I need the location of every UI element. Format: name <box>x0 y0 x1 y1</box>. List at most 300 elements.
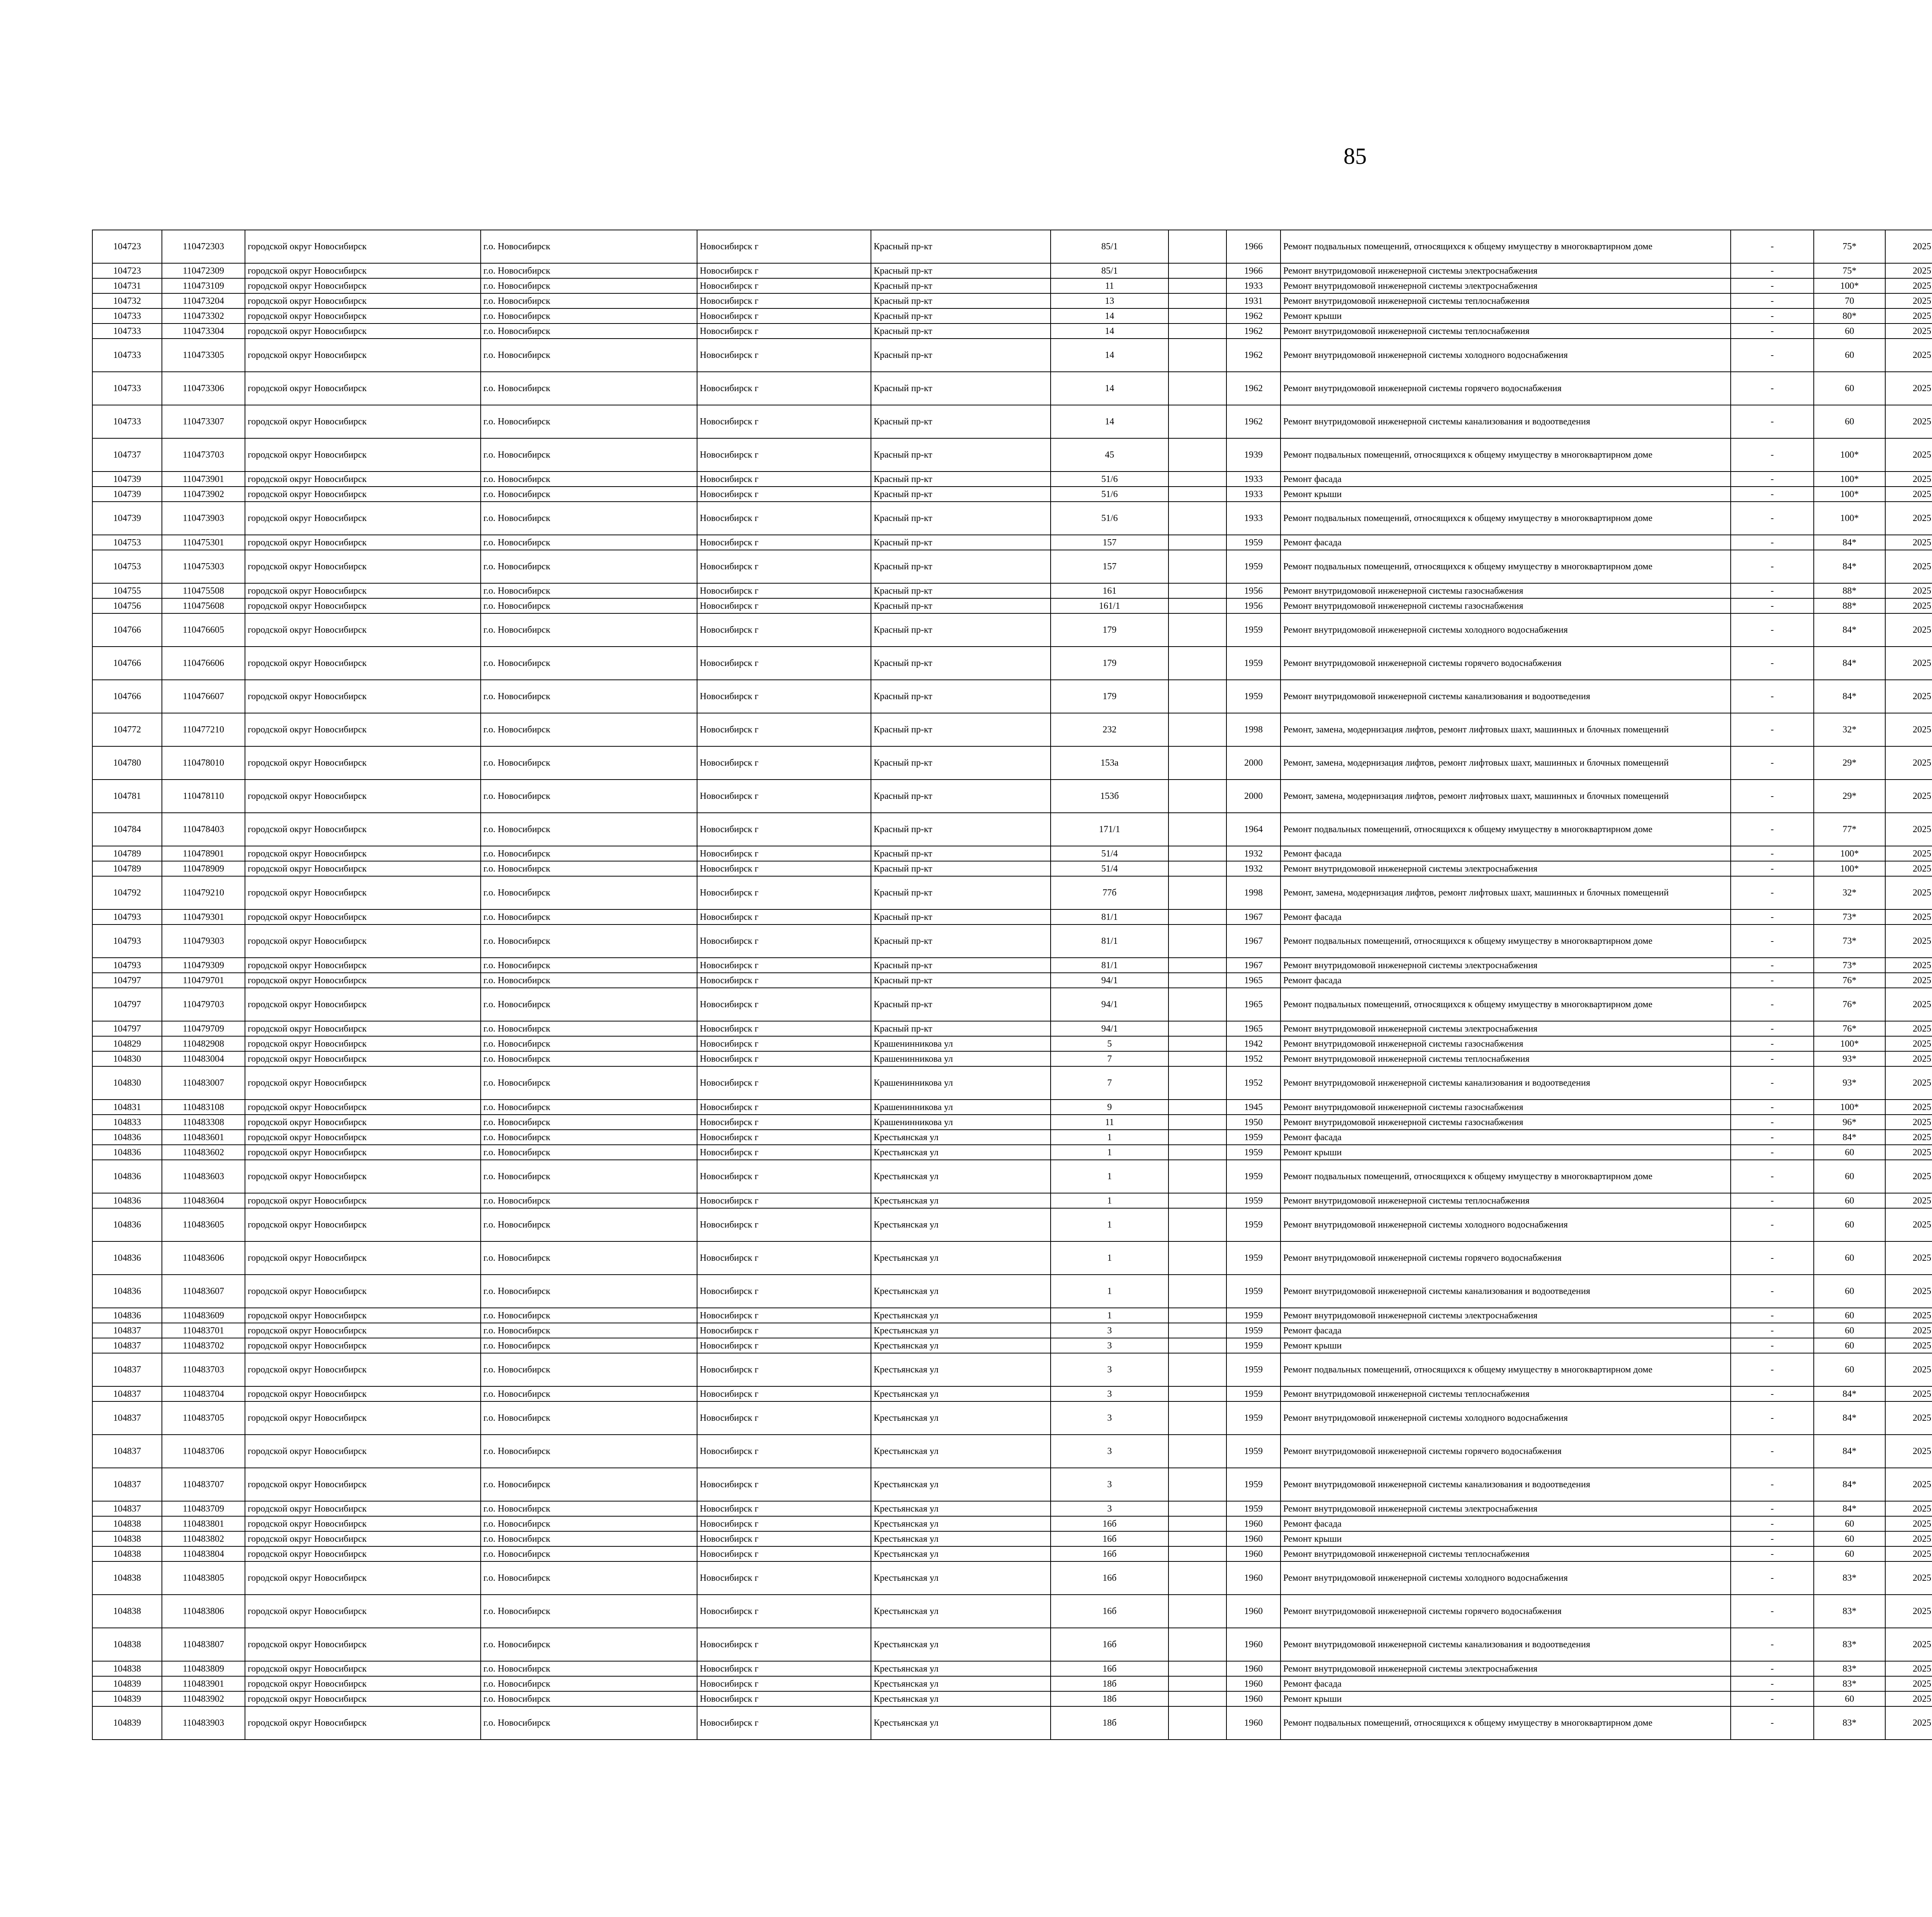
table-row <box>92 1323 1932 1338</box>
cell-id: 104733 <box>92 405 162 438</box>
cell-municipality: г.о. Новосибирск <box>481 1468 697 1501</box>
cell-id: 104733 <box>92 308 162 323</box>
cell-letter <box>1168 583 1226 598</box>
cell-work-type: Ремонт крыши <box>1281 1338 1731 1353</box>
table-body <box>92 230 1932 1740</box>
cell-built-year: 1932 <box>1226 846 1281 861</box>
cell-id: 104753 <box>92 550 162 583</box>
cell-municipality: г.о. Новосибирск <box>481 1308 697 1323</box>
cell-dash: - <box>1731 746 1814 780</box>
cell-locality: Новосибирск г <box>697 1676 871 1691</box>
cell-code: 110483108 <box>162 1100 245 1115</box>
table-row <box>92 598 1932 613</box>
cell-letter <box>1168 1516 1226 1531</box>
cell-municipality: г.о. Новосибирск <box>481 535 697 550</box>
cell-code: 110473307 <box>162 405 245 438</box>
cell-dash: - <box>1731 1706 1814 1740</box>
cell-built-year: 1960 <box>1226 1546 1281 1561</box>
cell-code: 110478403 <box>162 813 245 846</box>
cell-house: 161 <box>1051 583 1168 598</box>
cell-municipality: г.о. Новосибирск <box>481 973 697 988</box>
cell-dash: - <box>1731 1546 1814 1561</box>
cell-plan-year-from: 2025 <box>1885 1386 1932 1401</box>
cell-built-year: 1960 <box>1226 1676 1281 1691</box>
cell-house: 16б <box>1051 1531 1168 1546</box>
cell-locality: Новосибирск г <box>697 713 871 746</box>
cell-wear: 84* <box>1814 647 1885 680</box>
cell-district: городской округ Новосибирск <box>245 308 481 323</box>
cell-dash: - <box>1731 487 1814 502</box>
cell-dash: - <box>1731 1338 1814 1353</box>
table-row <box>92 1531 1932 1546</box>
cell-code: 110473901 <box>162 472 245 487</box>
cell-municipality: г.о. Новосибирск <box>481 1066 697 1100</box>
cell-district: городской округ Новосибирск <box>245 598 481 613</box>
cell-work-type: Ремонт внутридомовой инженерной системы холодного водоснабжения <box>1281 1561 1731 1595</box>
cell-municipality: г.о. Новосибирск <box>481 263 697 278</box>
cell-wear: 77* <box>1814 813 1885 846</box>
cell-house: 232 <box>1051 713 1168 746</box>
cell-letter <box>1168 372 1226 405</box>
cell-id: 104830 <box>92 1051 162 1066</box>
cell-built-year: 1964 <box>1226 813 1281 846</box>
cell-municipality: г.о. Новосибирск <box>481 988 697 1021</box>
cell-municipality: г.о. Новосибирск <box>481 323 697 339</box>
cell-letter <box>1168 438 1226 472</box>
cell-built-year: 1960 <box>1226 1661 1281 1676</box>
cell-built-year: 1933 <box>1226 278 1281 293</box>
cell-locality: Новосибирск г <box>697 1661 871 1676</box>
cell-letter <box>1168 1691 1226 1706</box>
cell-district: городской округ Новосибирск <box>245 958 481 973</box>
cell-street: Красный пр-кт <box>871 535 1051 550</box>
cell-plan-year-from: 2025 <box>1885 846 1932 861</box>
cell-wear: 88* <box>1814 598 1885 613</box>
cell-dash: - <box>1731 1308 1814 1323</box>
cell-wear: 60 <box>1814 1193 1885 1208</box>
cell-street: Красный пр-кт <box>871 278 1051 293</box>
cell-work-type: Ремонт фасада <box>1281 973 1731 988</box>
cell-street: Крестьянская ул <box>871 1628 1051 1661</box>
cell-street: Красный пр-кт <box>871 372 1051 405</box>
cell-built-year: 1959 <box>1226 1468 1281 1501</box>
cell-dash: - <box>1731 1561 1814 1595</box>
cell-plan-year-from: 2025 <box>1885 405 1932 438</box>
table-row <box>92 1401 1932 1435</box>
cell-locality: Новосибирск г <box>697 846 871 861</box>
cell-wear: 60 <box>1814 372 1885 405</box>
cell-dash: - <box>1731 1241 1814 1275</box>
cell-municipality: г.о. Новосибирск <box>481 1323 697 1338</box>
cell-wear: 73* <box>1814 924 1885 958</box>
cell-house: 51/4 <box>1051 861 1168 876</box>
cell-code: 110479709 <box>162 1021 245 1036</box>
cell-built-year: 1939 <box>1226 438 1281 472</box>
cell-letter <box>1168 550 1226 583</box>
cell-code: 110478110 <box>162 780 245 813</box>
cell-house: 1 <box>1051 1145 1168 1160</box>
table-row <box>92 813 1932 846</box>
cell-id: 104797 <box>92 988 162 1021</box>
cell-code: 110483709 <box>162 1501 245 1516</box>
cell-letter <box>1168 1160 1226 1193</box>
cell-district: городской округ Новосибирск <box>245 583 481 598</box>
cell-id: 104733 <box>92 372 162 405</box>
cell-street: Крестьянская ул <box>871 1338 1051 1353</box>
table-row <box>92 861 1932 876</box>
cell-work-type: Ремонт внутридомовой инженерной системы канализования и водоотведения <box>1281 1275 1731 1308</box>
cell-house: 1 <box>1051 1241 1168 1275</box>
cell-street: Красный пр-кт <box>871 713 1051 746</box>
cell-locality: Новосибирск г <box>697 487 871 502</box>
cell-work-type: Ремонт внутридомовой инженерной системы горячего водоснабжения <box>1281 1595 1731 1628</box>
cell-district: городской округ Новосибирск <box>245 1145 481 1160</box>
cell-dash: - <box>1731 1531 1814 1546</box>
cell-wear: 60 <box>1814 1691 1885 1706</box>
cell-code: 110479701 <box>162 973 245 988</box>
cell-work-type: Ремонт внутридомовой инженерной системы теплоснабжения <box>1281 293 1731 308</box>
table-row <box>92 876 1932 909</box>
cell-municipality: г.о. Новосибирск <box>481 1160 697 1193</box>
cell-letter <box>1168 713 1226 746</box>
cell-plan-year-from: 2025 <box>1885 1100 1932 1115</box>
cell-dash: - <box>1731 1435 1814 1468</box>
cell-street: Крестьянская ул <box>871 1275 1051 1308</box>
cell-district: городской округ Новосибирск <box>245 405 481 438</box>
cell-locality: Новосибирск г <box>697 1066 871 1100</box>
cell-municipality: г.о. Новосибирск <box>481 438 697 472</box>
cell-municipality: г.о. Новосибирск <box>481 647 697 680</box>
cell-wear: 60 <box>1814 1353 1885 1386</box>
cell-work-type: Ремонт фасада <box>1281 1130 1731 1145</box>
cell-house: 85/1 <box>1051 263 1168 278</box>
cell-house: 171/1 <box>1051 813 1168 846</box>
cell-wear: 84* <box>1814 1501 1885 1516</box>
cell-house: 9 <box>1051 1100 1168 1115</box>
cell-house: 7 <box>1051 1066 1168 1100</box>
cell-wear: 29* <box>1814 746 1885 780</box>
cell-house: 51/6 <box>1051 487 1168 502</box>
cell-code: 110478901 <box>162 846 245 861</box>
cell-street: Красный пр-кт <box>871 598 1051 613</box>
cell-built-year: 1950 <box>1226 1115 1281 1130</box>
cell-id: 104793 <box>92 909 162 924</box>
cell-street: Красный пр-кт <box>871 472 1051 487</box>
cell-built-year: 1959 <box>1226 1501 1281 1516</box>
cell-built-year: 1960 <box>1226 1531 1281 1546</box>
cell-letter <box>1168 308 1226 323</box>
cell-dash: - <box>1731 988 1814 1021</box>
cell-letter <box>1168 323 1226 339</box>
cell-wear: 100* <box>1814 1100 1885 1115</box>
cell-code: 110482908 <box>162 1036 245 1051</box>
cell-work-type: Ремонт внутридомовой инженерной системы горячего водоснабжения <box>1281 1435 1731 1468</box>
cell-street: Красный пр-кт <box>871 647 1051 680</box>
table-row <box>92 1435 1932 1468</box>
cell-id: 104830 <box>92 1066 162 1100</box>
cell-district: городской округ Новосибирск <box>245 1338 481 1353</box>
cell-street: Красный пр-кт <box>871 973 1051 988</box>
cell-district: городской округ Новосибирск <box>245 647 481 680</box>
cell-house: 3 <box>1051 1386 1168 1401</box>
cell-letter <box>1168 1501 1226 1516</box>
cell-work-type: Ремонт внутридомовой инженерной системы холодного водоснабжения <box>1281 1401 1731 1435</box>
cell-dash: - <box>1731 1628 1814 1661</box>
cell-wear: 83* <box>1814 1676 1885 1691</box>
cell-locality: Новосибирск г <box>697 472 871 487</box>
cell-wear: 60 <box>1814 323 1885 339</box>
cell-house: 3 <box>1051 1323 1168 1338</box>
cell-plan-year-from: 2025 <box>1885 924 1932 958</box>
cell-locality: Новосибирск г <box>697 924 871 958</box>
cell-plan-year-from: 2025 <box>1885 1516 1932 1531</box>
cell-district: городской округ Новосибирск <box>245 924 481 958</box>
cell-wear: 60 <box>1814 1323 1885 1338</box>
cell-plan-year-from: 2025 <box>1885 1275 1932 1308</box>
cell-code: 110476606 <box>162 647 245 680</box>
cell-wear: 100* <box>1814 438 1885 472</box>
cell-plan-year-from: 2025 <box>1885 1208 1932 1241</box>
cell-id: 104733 <box>92 339 162 372</box>
cell-work-type: Ремонт крыши <box>1281 1531 1731 1546</box>
cell-dash: - <box>1731 1501 1814 1516</box>
cell-id: 104838 <box>92 1595 162 1628</box>
cell-dash: - <box>1731 876 1814 909</box>
cell-house: 13 <box>1051 293 1168 308</box>
cell-municipality: г.о. Новосибирск <box>481 713 697 746</box>
cell-id: 104737 <box>92 438 162 472</box>
cell-code: 110483308 <box>162 1115 245 1130</box>
cell-district: городской округ Новосибирск <box>245 1501 481 1516</box>
cell-code: 110473304 <box>162 323 245 339</box>
cell-house: 3 <box>1051 1401 1168 1435</box>
cell-street: Красный пр-кт <box>871 909 1051 924</box>
cell-code: 110475508 <box>162 583 245 598</box>
cell-district: городской округ Новосибирск <box>245 1130 481 1145</box>
cell-municipality: г.о. Новосибирск <box>481 1531 697 1546</box>
cell-letter <box>1168 1561 1226 1595</box>
cell-letter <box>1168 263 1226 278</box>
cell-street: Крашенинникова ул <box>871 1115 1051 1130</box>
cell-street: Крестьянская ул <box>871 1546 1051 1561</box>
cell-wear: 83* <box>1814 1661 1885 1676</box>
cell-plan-year-from: 2025 <box>1885 647 1932 680</box>
cell-locality: Новосибирск г <box>697 598 871 613</box>
cell-work-type: Ремонт крыши <box>1281 1691 1731 1706</box>
cell-letter <box>1168 1308 1226 1323</box>
cell-id: 104836 <box>92 1130 162 1145</box>
table-row <box>92 1275 1932 1308</box>
table-row <box>92 924 1932 958</box>
cell-plan-year-from: 2025 <box>1885 1595 1932 1628</box>
cell-built-year: 1966 <box>1226 263 1281 278</box>
cell-municipality: г.о. Новосибирск <box>481 813 697 846</box>
cell-work-type: Ремонт, замена, модернизация лифтов, ремонт лифтовых шахт, машинных и блочных помещений <box>1281 876 1731 909</box>
cell-locality: Новосибирск г <box>697 308 871 323</box>
cell-district: городской округ Новосибирск <box>245 1661 481 1676</box>
cell-plan-year-from: 2025 <box>1885 780 1932 813</box>
cell-built-year: 2000 <box>1226 746 1281 780</box>
cell-code: 110483707 <box>162 1468 245 1501</box>
cell-municipality: г.о. Новосибирск <box>481 924 697 958</box>
cell-house: 14 <box>1051 339 1168 372</box>
cell-work-type: Ремонт внутридомовой инженерной системы теплоснабжения <box>1281 1386 1731 1401</box>
cell-dash: - <box>1731 1323 1814 1338</box>
table-row <box>92 1021 1932 1036</box>
cell-built-year: 1959 <box>1226 535 1281 550</box>
cell-locality: Новосибирск г <box>697 1468 871 1501</box>
cell-district: городской округ Новосибирск <box>245 876 481 909</box>
cell-work-type: Ремонт внутридомовой инженерной системы канализования и водоотведения <box>1281 1066 1731 1100</box>
cell-plan-year-from: 2025 <box>1885 1051 1932 1066</box>
cell-district: городской округ Новосибирск <box>245 550 481 583</box>
cell-locality: Новосибирск г <box>697 1160 871 1193</box>
cell-district: городской округ Новосибирск <box>245 613 481 647</box>
cell-house: 14 <box>1051 372 1168 405</box>
cell-work-type: Ремонт внутридомовой инженерной системы канализования и водоотведения <box>1281 680 1731 713</box>
cell-plan-year-from: 2025 <box>1885 1241 1932 1275</box>
cell-house: 1 <box>1051 1130 1168 1145</box>
cell-letter <box>1168 1066 1226 1100</box>
cell-municipality: г.о. Новосибирск <box>481 1661 697 1676</box>
cell-district: городской округ Новосибирск <box>245 472 481 487</box>
cell-plan-year-from: 2025 <box>1885 713 1932 746</box>
cell-letter <box>1168 846 1226 861</box>
cell-house: 16б <box>1051 1561 1168 1595</box>
cell-work-type: Ремонт внутридомовой инженерной системы газоснабжения <box>1281 1115 1731 1130</box>
cell-plan-year-from: 2025 <box>1885 438 1932 472</box>
cell-house: 18б <box>1051 1706 1168 1740</box>
cell-work-type: Ремонт внутридомовой инженерной системы горячего водоснабжения <box>1281 372 1731 405</box>
cell-district: городской округ Новосибирск <box>245 1241 481 1275</box>
cell-house: 16б <box>1051 1661 1168 1676</box>
cell-wear: 88* <box>1814 583 1885 598</box>
cell-house: 157 <box>1051 550 1168 583</box>
cell-municipality: г.о. Новосибирск <box>481 339 697 372</box>
cell-street: Красный пр-кт <box>871 846 1051 861</box>
cell-plan-year-from: 2025 <box>1885 613 1932 647</box>
cell-dash: - <box>1731 613 1814 647</box>
cell-plan-year-from: 2025 <box>1885 472 1932 487</box>
cell-work-type: Ремонт подвальных помещений, относящихся к общему имуществу в многоквартирном доме <box>1281 924 1731 958</box>
cell-code: 110483901 <box>162 1676 245 1691</box>
cell-dash: - <box>1731 1208 1814 1241</box>
cell-plan-year-from: 2025 <box>1885 583 1932 598</box>
cell-street: Красный пр-кт <box>871 583 1051 598</box>
cell-dash: - <box>1731 973 1814 988</box>
cell-wear: 84* <box>1814 1435 1885 1468</box>
cell-wear: 75* <box>1814 263 1885 278</box>
cell-house: 1 <box>1051 1275 1168 1308</box>
cell-plan-year-from: 2025 <box>1885 1661 1932 1676</box>
cell-letter <box>1168 1628 1226 1661</box>
cell-built-year: 1959 <box>1226 1386 1281 1401</box>
cell-municipality: г.о. Новосибирск <box>481 746 697 780</box>
cell-dash: - <box>1731 1386 1814 1401</box>
cell-wear: 84* <box>1814 1386 1885 1401</box>
cell-code: 110483601 <box>162 1130 245 1145</box>
cell-plan-year-from: 2025 <box>1885 1691 1932 1706</box>
cell-street: Крестьянская ул <box>871 1661 1051 1676</box>
cell-work-type: Ремонт фасада <box>1281 1323 1731 1338</box>
cell-district: городской округ Новосибирск <box>245 909 481 924</box>
cell-municipality: г.о. Новосибирск <box>481 1561 697 1595</box>
cell-work-type: Ремонт внутридомовой инженерной системы электроснабжения <box>1281 1661 1731 1676</box>
table-row <box>92 988 1932 1021</box>
cell-letter <box>1168 1401 1226 1435</box>
cell-id: 104784 <box>92 813 162 846</box>
cell-district: городской округ Новосибирск <box>245 1595 481 1628</box>
cell-id: 104756 <box>92 598 162 613</box>
cell-plan-year-from: 2025 <box>1885 1628 1932 1661</box>
cell-dash: - <box>1731 230 1814 263</box>
table-row <box>92 438 1932 472</box>
cell-district: городской округ Новосибирск <box>245 1691 481 1706</box>
cell-street: Крестьянская ул <box>871 1531 1051 1546</box>
cell-code: 110483801 <box>162 1516 245 1531</box>
cell-id: 104837 <box>92 1353 162 1386</box>
cell-plan-year-from: 2025 <box>1885 958 1932 973</box>
cell-district: городской округ Новосибирск <box>245 973 481 988</box>
cell-id: 104766 <box>92 647 162 680</box>
cell-built-year: 1933 <box>1226 502 1281 535</box>
table-row <box>92 1386 1932 1401</box>
cell-district: городской округ Новосибирск <box>245 1676 481 1691</box>
cell-house: 1 <box>1051 1208 1168 1241</box>
cell-work-type: Ремонт внутридомовой инженерной системы холодного водоснабжения <box>1281 339 1731 372</box>
table-row <box>92 1353 1932 1386</box>
table-row <box>92 339 1932 372</box>
cell-plan-year-from: 2025 <box>1885 1021 1932 1036</box>
cell-house: 81/1 <box>1051 924 1168 958</box>
cell-wear: 60 <box>1814 1275 1885 1308</box>
cell-street: Крашенинникова ул <box>871 1100 1051 1115</box>
cell-street: Крестьянская ул <box>871 1676 1051 1691</box>
cell-locality: Новосибирск г <box>697 1516 871 1531</box>
cell-street: Крестьянская ул <box>871 1501 1051 1516</box>
cell-wear: 83* <box>1814 1706 1885 1740</box>
cell-house: 51/6 <box>1051 472 1168 487</box>
table-row <box>92 1691 1932 1706</box>
cell-locality: Новосибирск г <box>697 1353 871 1386</box>
cell-code: 110483607 <box>162 1275 245 1308</box>
cell-street: Красный пр-кт <box>871 405 1051 438</box>
cell-house: 3 <box>1051 1353 1168 1386</box>
cell-wear: 60 <box>1814 1160 1885 1193</box>
cell-house: 94/1 <box>1051 973 1168 988</box>
cell-work-type: Ремонт внутридомовой инженерной системы газоснабжения <box>1281 1036 1731 1051</box>
cell-built-year: 1945 <box>1226 1100 1281 1115</box>
cell-street: Красный пр-кт <box>871 924 1051 958</box>
cell-locality: Новосибирск г <box>697 1051 871 1066</box>
cell-built-year: 1959 <box>1226 1130 1281 1145</box>
cell-built-year: 1960 <box>1226 1691 1281 1706</box>
cell-letter <box>1168 535 1226 550</box>
cell-district: городской округ Новосибирск <box>245 1531 481 1546</box>
cell-built-year: 1962 <box>1226 372 1281 405</box>
cell-id: 104797 <box>92 1021 162 1036</box>
cell-district: городской округ Новосибирск <box>245 988 481 1021</box>
table-row <box>92 1676 1932 1691</box>
cell-id: 104836 <box>92 1193 162 1208</box>
cell-dash: - <box>1731 1100 1814 1115</box>
cell-code: 110483703 <box>162 1353 245 1386</box>
cell-letter <box>1168 988 1226 1021</box>
cell-code: 110483902 <box>162 1691 245 1706</box>
cell-municipality: г.о. Новосибирск <box>481 1036 697 1051</box>
cell-work-type: Ремонт, замена, модернизация лифтов, ремонт лифтовых шахт, машинных и блочных помещений <box>1281 713 1731 746</box>
cell-code: 110472303 <box>162 230 245 263</box>
